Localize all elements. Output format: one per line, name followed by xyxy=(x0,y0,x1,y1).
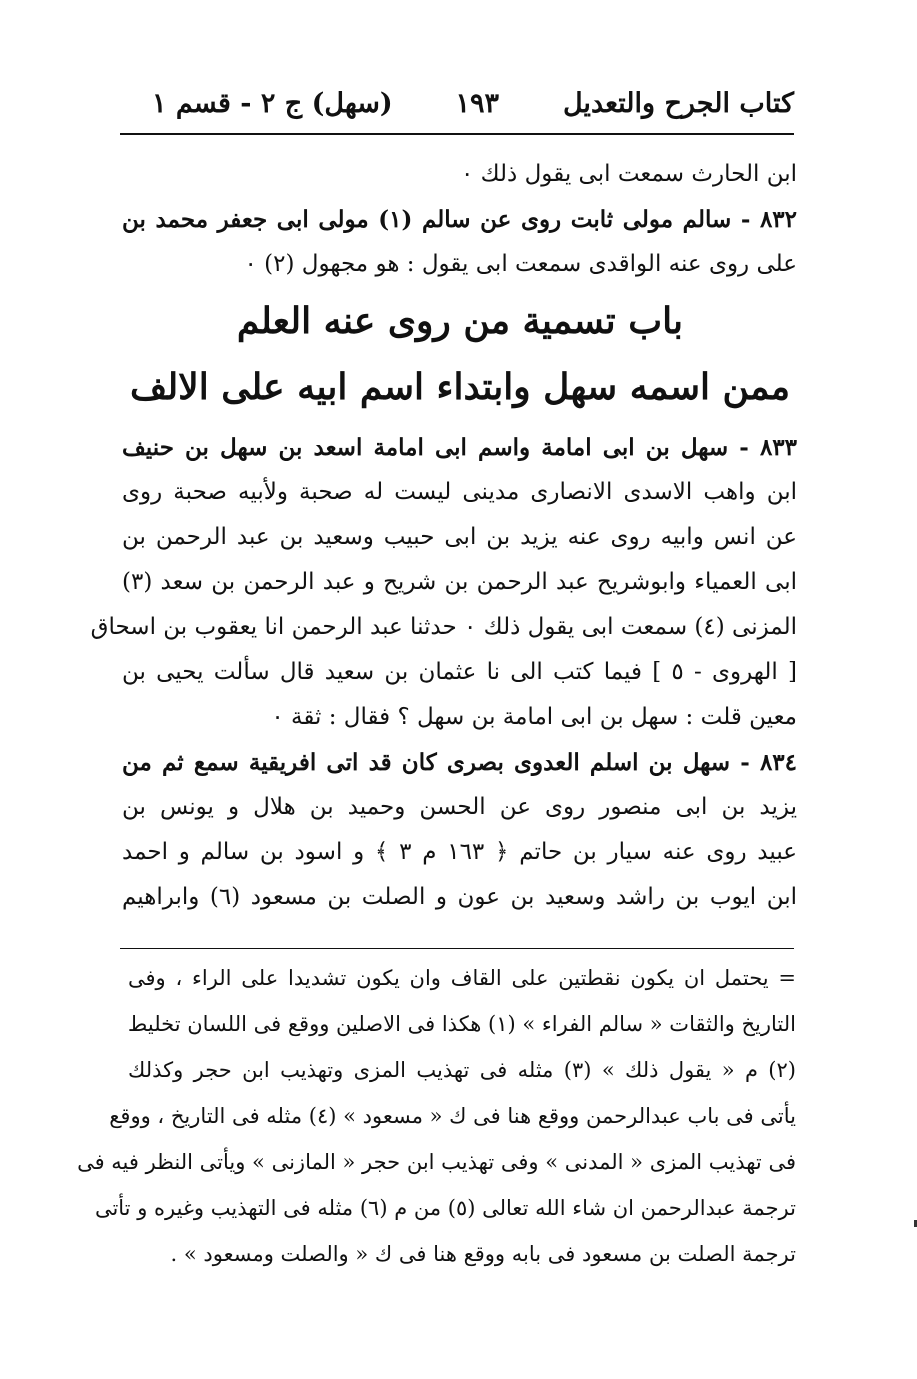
entry-834-line: ٨٣٤ - سهل بن اسلم العدوى بصرى كان قد اتى افريقية سمع ثم من xyxy=(122,749,797,776)
header-rule xyxy=(120,133,794,135)
chapter-heading-line-1: باب تسمية من روى عنه العلم xyxy=(236,300,684,342)
book-title: كتاب الجرح والتعديل xyxy=(562,88,794,119)
body-line: ابن الحارث سمعت ابى يقول ذلك ٠ xyxy=(460,161,797,187)
chapter-heading-line-2: ممن اسمه سهل وابتداء اسم ابيه على الالف xyxy=(129,366,791,408)
footnote-line: ترجمة الصلت بن مسعود فى بابه ووقع هنا فى ك « والصلت ومسعود » . xyxy=(170,1242,796,1266)
footnote-line: (٢) م « يقول ذلك » (٣) مثله فى تهذيب المزى وتهذيب ابن حجر وكذلك xyxy=(128,1058,796,1082)
running-header xyxy=(122,80,794,128)
body-line: المزنى (٤) سمعت ابى يقول ذلك ٠ حدثنا عبد الرحمن انا يعقوب بن اسحاق xyxy=(90,614,797,640)
footnote-line: ترجمة عبدالرحمن ان شاء الله تعالى (٥) من م (٦) مثله فى التهذيب وغيره و تأتى xyxy=(94,1196,796,1220)
entry-833-line: ٨٣٣ - سهل بن ابى امامة واسم ابى امامة اسعد بن سهل بن حنيف xyxy=(122,434,797,461)
body-main xyxy=(90,425,798,920)
footnotes xyxy=(77,955,796,1277)
body-line: على روى عنه الواقدى سمعت ابى يقول : هو مجهول (٢) ٠ xyxy=(244,251,797,277)
footnote-line: يأتى فى باب عبدالرحمن ووقع هنا فى ك « مسعود » (٤) مثله فى التاريخ ، ووقع xyxy=(109,1104,796,1128)
page-number: ١٩٣ xyxy=(455,88,499,119)
body-line: عبيد روى عنه سيار بن حاتم ﴿ ١٦٣ م ٣ ﴾ و اسود بن سالم و احمد xyxy=(122,839,797,865)
footnote-line: التاريخ والثقات « سالم الفراء » (١) هكذا فى الاصلين ووقع فى اللسان تخليط xyxy=(127,1012,796,1036)
section-label: (سهل) ج ٢ - قسم ١ xyxy=(152,88,393,119)
body-line: يزيد بن ابى منصور روى عن الحسن وحميد بن هلال و يونس بن xyxy=(122,794,797,820)
footnote-rule xyxy=(120,948,794,949)
footnote-line: = يحتمل ان يكون نقطتين على القاف وان يكون تشديدا على الراء ، وفى xyxy=(128,966,796,990)
body-line: ابن واهب الاسدى الانصارى مدينى ليست له صحبة ولأبيه صحبة روى xyxy=(122,479,797,505)
entry-832-line: ٨٣٢ - سالم مولى ثابت روى عن سالم (١) مولى ابى جعفر محمد بن xyxy=(122,206,797,233)
body-top xyxy=(122,152,797,287)
body-line: ابن ايوب بن راشد وسعيد بن عون و الصلت بن مسعود (٦) وابراهيم xyxy=(122,884,798,910)
body-line: عن انس وابيه روى عنه يزيد بن ابى حبيب وسعيد بن عبد الرحمن بن xyxy=(122,524,797,550)
body-line: [ الهروى - ٥ ] فيما كتب الى نا عثمان بن سعيد قال سألت يحيى بن xyxy=(122,659,797,685)
footnote-line: فى تهذيب المزى « المدنى » وفى تهذيب ابن حجر « المازنى » ويأتى النظر فيه فى xyxy=(77,1150,796,1174)
body-line: ابى العمياء وابوشريح عبد الرحمن بن شريح و عبد الرحمن بن سعد (٣) xyxy=(122,569,797,595)
body-line: معين قلت : سهل بن ابى امامة بن سهل ؟ فقال : ثقة ٠ xyxy=(271,704,797,730)
